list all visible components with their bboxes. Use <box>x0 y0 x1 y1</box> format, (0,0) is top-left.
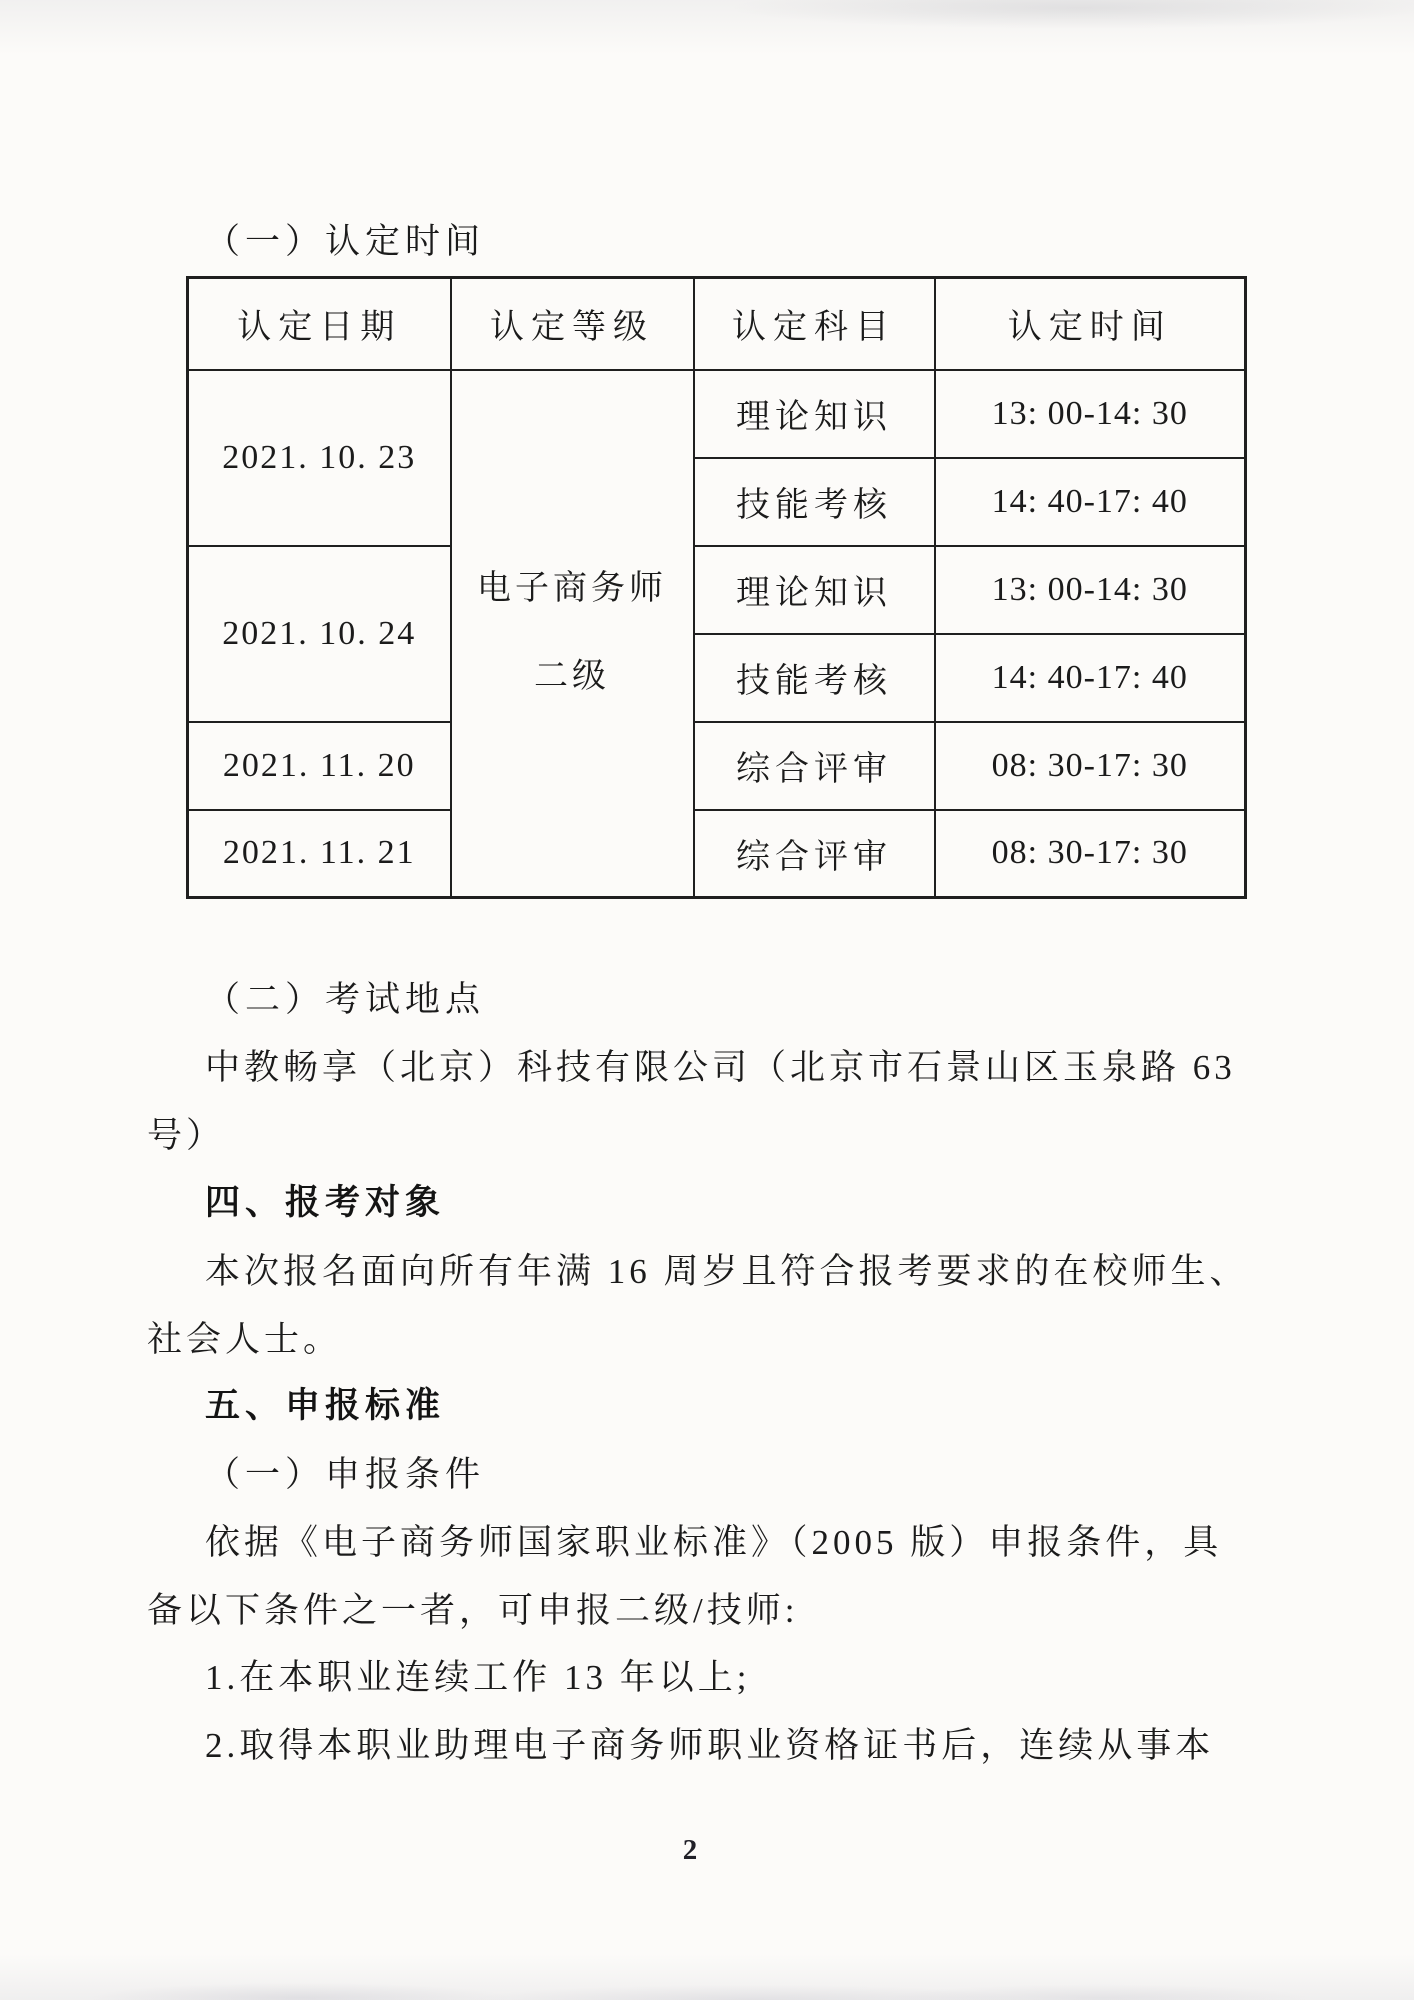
cell-date-2: 2021. 10. 24 <box>188 546 451 722</box>
condition-item-1: 1.在本职业连续工作 13 年以上; <box>205 1658 751 1697</box>
condition-item-2: 2.取得本职业助理电子商务师职业资格证书后，连续从事本 <box>205 1726 1215 1765</box>
section2-heading: （二）考试地点 <box>205 980 486 1019</box>
cell-time: 13: 00-14: 30 <box>935 370 1246 458</box>
certification-schedule-table <box>186 276 1247 899</box>
scan-artifact-top <box>0 0 1414 55</box>
conditions-line2: 备以下条件之一者，可申报二级/技师: <box>147 1591 799 1630</box>
table-row <box>188 722 1246 810</box>
applicants-line1: 本次报名面向所有年满 16 周岁且符合报考要求的在校师生、 <box>205 1252 1249 1291</box>
exam-location-line1: 中教畅享（北京）科技有限公司（北京市石景山区玉泉路 63 <box>205 1048 1236 1087</box>
section5-heading: 五、申报标准 <box>205 1386 446 1425</box>
cell-subject: 技能考核 <box>694 634 935 722</box>
section5-subheading: （一）申报条件 <box>205 1455 486 1494</box>
cell-date-4: 2021. 11. 21 <box>188 810 451 898</box>
cell-time: 08: 30-17: 30 <box>935 810 1246 898</box>
cell-time: 14: 40-17: 40 <box>935 634 1246 722</box>
conditions-line1: 依据《电子商务师国家职业标准》（2005 版）申报条件，具 <box>205 1523 1223 1562</box>
col-header-level: 认定等级 <box>451 278 694 370</box>
cell-level <box>451 370 694 898</box>
table-row <box>188 810 1246 898</box>
section4-heading: 四、报考对象 <box>205 1183 446 1222</box>
section1-heading: （一）认定时间 <box>205 222 486 261</box>
cell-date-1: 2021. 10. 23 <box>188 370 451 546</box>
col-header-date: 认定日期 <box>188 278 451 370</box>
cell-subject: 综合评审 <box>694 810 935 898</box>
applicants-line2: 社会人士。 <box>147 1320 343 1359</box>
col-header-time: 认定时间 <box>935 278 1246 370</box>
cell-subject: 综合评审 <box>694 722 935 810</box>
table-header-row <box>188 278 1246 370</box>
level-name: 电子商务师 <box>477 570 667 608</box>
level-grade: 二级 <box>534 658 610 696</box>
cell-time: 14: 40-17: 40 <box>935 458 1246 546</box>
table-row <box>188 370 1246 458</box>
exam-location-line2: 号） <box>147 1116 226 1155</box>
scan-artifact-bottom <box>0 1954 1414 2000</box>
cell-time: 13: 00-14: 30 <box>935 546 1246 634</box>
cell-time: 08: 30-17: 30 <box>935 722 1246 810</box>
table-row <box>188 546 1246 634</box>
col-header-subject: 认定科目 <box>694 278 935 370</box>
page-number: 2 <box>682 1834 698 1866</box>
cell-subject: 理论知识 <box>694 370 935 458</box>
cell-subject: 理论知识 <box>694 546 935 634</box>
cell-date-3: 2021. 11. 20 <box>188 722 451 810</box>
cell-subject: 技能考核 <box>694 458 935 546</box>
